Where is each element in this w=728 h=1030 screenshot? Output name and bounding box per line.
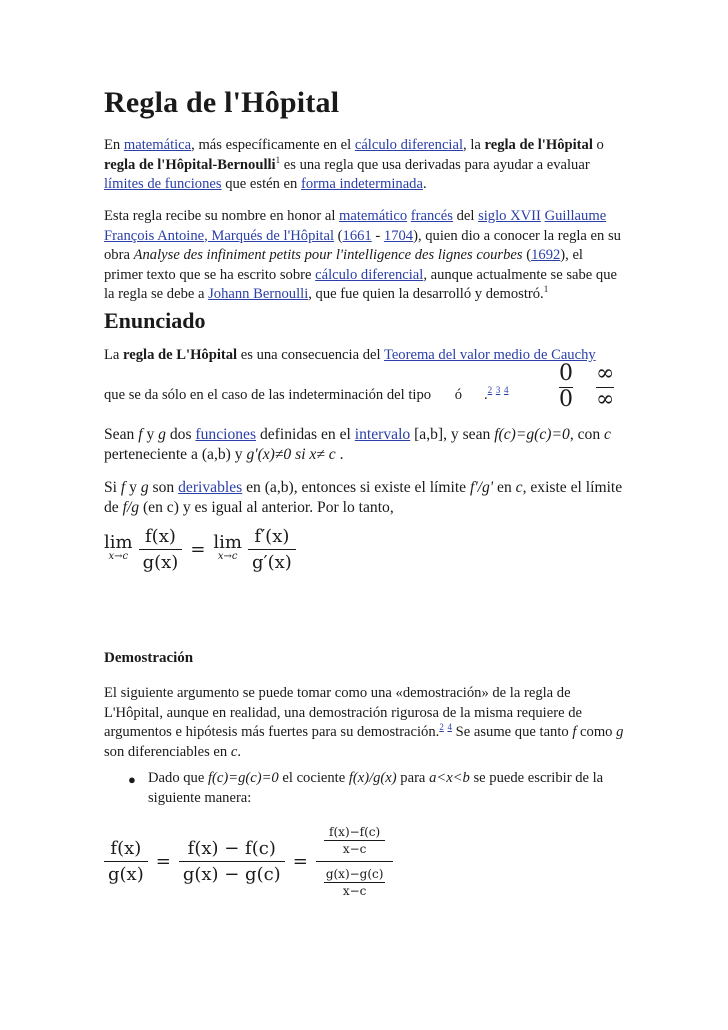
link-limites-de-funciones[interactable]: límites de funciones bbox=[104, 176, 222, 192]
reference-mark[interactable]: 3 bbox=[495, 385, 501, 396]
zero-over-zero: $\frac{0}{0}$ bbox=[559, 361, 573, 412]
reference-mark[interactable]: 4 bbox=[503, 385, 509, 396]
hypothesis-paragraph: Sean f y g dos funciones definidas en el intervalo [a,b], y sean f(c)=g(c)=0, con c perteneciente a (a,b) y g'(x)≠0 si x≠ c . bbox=[104, 426, 611, 463]
enunciado-paragraph: La regla de L'Hôpital es una consecuencia del Teorema del valor medio de Cauchy bbox=[104, 347, 596, 363]
link-1704[interactable]: 1704 bbox=[383, 227, 414, 244]
link-intervalo[interactable]: intervalo bbox=[354, 426, 411, 443]
lhopital-formula: lim x→c $\frac{f(x)}{g(x)}$ = lim x→c f′(x) g′(x) bbox=[104, 524, 296, 575]
reference-mark[interactable]: 4 bbox=[447, 722, 452, 733]
link-lhopital[interactable]: Guillaume François Antoine, Marqués de l'Hôpital bbox=[104, 208, 607, 244]
reference-mark[interactable]: 2 bbox=[439, 722, 444, 733]
reference-mark[interactable]: 2 bbox=[487, 385, 493, 396]
list-item: Dado que f(c)=g(c)=0 el cociente f(x)/g(x) para a<x<b se puede escribir de la siguiente manera: bbox=[148, 770, 604, 806]
link-frances[interactable]: francés bbox=[410, 208, 453, 224]
history-paragraph: Esta regla recibe su nombre en honor al matemático francés del siglo XVII Guillaume François Antoine, Marqués de l'Hôpital (1661 - 1704), quien dio a conocer la regla en su obra Analyse des infiniment petits pour l'intelligence des lignes courbes (1692), el primer texto que se ha escrito sobre cálculo diferencial, aunque actualmente se sabe que la regla se debe a Johann Bernoulli, que fue quien la desarrolló y demostró.$^1$ bbox=[104, 208, 621, 302]
link-johann-bernoulli[interactable]: Johann Bernoulli bbox=[208, 286, 309, 302]
section-heading-enunciado: Enunciado bbox=[104, 308, 206, 333]
demo-paragraph: El siguiente argumento se puede tomar como una «demostración» de la regla de L'Hôpital, aunque en realidad, una demostración rigurosa de la misma requiere de argumentos e hipótesis más fuertes para su demostración.$^2$ $^4$ Se asume que tanto f como g son diferenciables en c. bbox=[104, 685, 624, 760]
link-matematico[interactable]: matemático bbox=[339, 208, 408, 224]
section-heading-demostracion: Demostración bbox=[104, 650, 194, 666]
infinity-over-infinity: ∞ ∞ bbox=[596, 361, 615, 412]
link-1661[interactable]: 1661 bbox=[342, 227, 372, 244]
bullet-icon: ● bbox=[128, 772, 136, 787]
conclusion-paragraph: Si f y g son derivables en (a,b), entonces si existe el límite f'/g' en c, existe el límite de f/g (en c) y es igual al anterior. Por lo tanto, bbox=[104, 479, 623, 516]
reference-mark[interactable]: 1 bbox=[543, 284, 549, 295]
demo-formula: $\frac{f(x)}{g(x)}$ = $\frac{f(x) - f(c)}{g(x) - g(c)}$ = f(x)−f(c) x−c g(x)−g(c) x−c bbox=[104, 820, 393, 903]
link-forma-indeterminada[interactable]: forma indeterminada bbox=[300, 176, 423, 192]
link-siglo-xvii[interactable]: siglo XVII bbox=[478, 208, 541, 224]
link-teorema-valor-medio-cauchy[interactable]: Teorema del valor medio de Cauchy bbox=[383, 347, 596, 363]
page-title: Regla de l'Hôpital bbox=[104, 86, 340, 119]
reference-mark[interactable]: 1 bbox=[275, 154, 281, 165]
link-funciones[interactable]: funciones bbox=[195, 426, 257, 443]
link-derivables[interactable]: derivables bbox=[178, 479, 243, 496]
link-calculo-diferencial-2[interactable]: cálculo diferencial bbox=[315, 266, 424, 283]
link-calculo-diferencial[interactable]: cálculo diferencial bbox=[354, 137, 464, 153]
link-1692[interactable]: 1692 bbox=[531, 247, 561, 263]
indeterminate-paragraph: que se da sólo en el caso de las indeterminación del tipo ó .$^2$ $^3$ $^4$ bbox=[104, 385, 509, 403]
intro-paragraph: En matemática, más específicamente en el cálculo diferencial, la regla de l'Hôpital o regla de l'Hôpital-Bernoulli$^1$ es una regla que usa derivadas para ayudar a evaluar límites de funciones que estén en forma indeterminada. bbox=[104, 137, 604, 192]
link-matematica[interactable]: matemática bbox=[123, 137, 192, 153]
